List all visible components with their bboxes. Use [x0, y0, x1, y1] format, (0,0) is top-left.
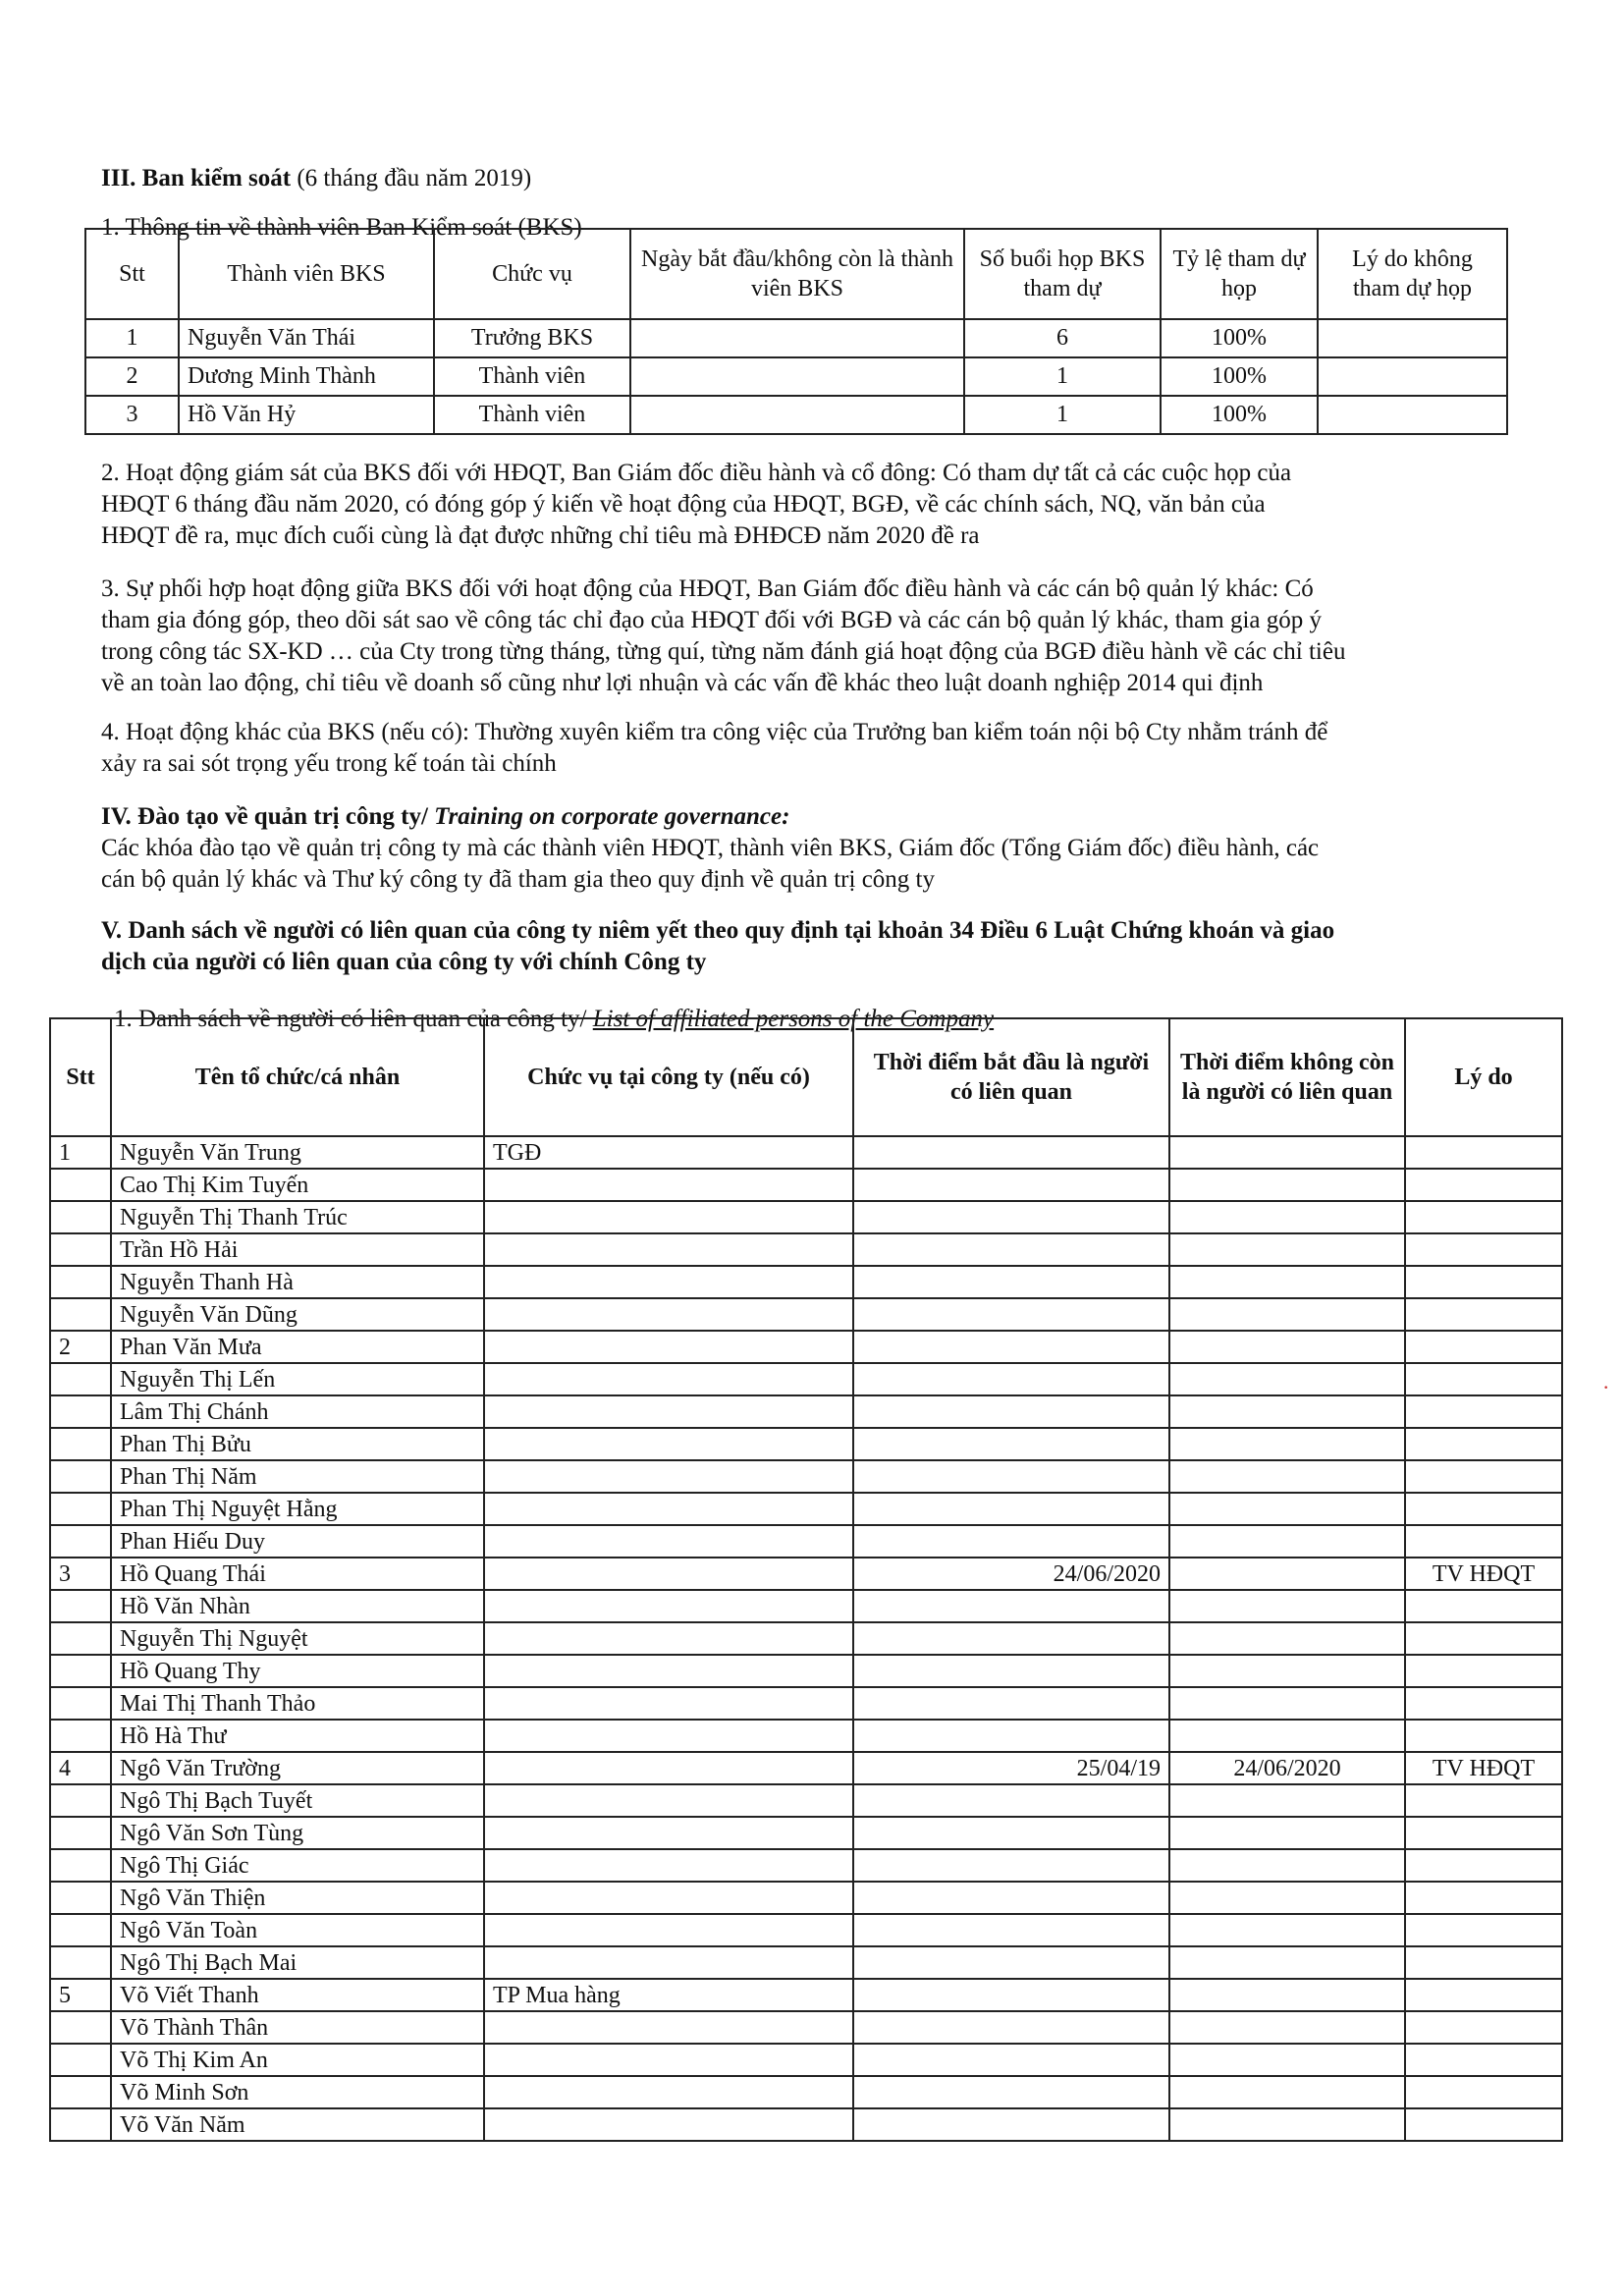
table-row — [50, 1493, 1562, 1525]
cell-end — [1169, 1460, 1405, 1493]
cell-end — [1169, 1558, 1405, 1590]
table-row — [50, 2011, 1562, 2044]
cell-name: Phan Văn Mưa — [111, 1331, 484, 1363]
cell-reason — [1405, 2108, 1562, 2141]
table-row — [50, 1201, 1562, 1233]
cell-stt — [50, 2044, 111, 2076]
cell-reason — [1405, 1525, 1562, 1558]
paragraph-2 — [101, 458, 1515, 552]
table-header-row — [85, 229, 1507, 319]
cell-start — [853, 1849, 1169, 1882]
cell-position — [484, 2044, 853, 2076]
cell-end — [1169, 1363, 1405, 1395]
cell-name: Nguyễn Thị Nguyệt — [111, 1622, 484, 1655]
heading-line: V. Danh sách về người có liên quan của công ty niêm yết theo quy định tại khoản 34 Điều 6 Luật Chứng khoán và giao — [101, 917, 1335, 944]
cell-start — [853, 1395, 1169, 1428]
col-header-start: Thời điểm bắt đầu là người có liên quan — [853, 1018, 1169, 1136]
table-row — [50, 1590, 1562, 1622]
cell-position — [484, 1849, 853, 1882]
cell-name: Hồ Văn Nhàn — [111, 1590, 484, 1622]
cell-reason — [1405, 1914, 1562, 1946]
cell-reason — [1405, 1622, 1562, 1655]
table-row — [50, 1752, 1562, 1784]
cell-stt: 2 — [85, 357, 179, 396]
cell-rate: 100% — [1161, 357, 1318, 396]
paragraph-line: Các khóa đào tạo về quản trị công ty mà các thành viên HĐQT, thành viên BKS, Giám đốc (Tổng Giám đốc) điều hành, các — [101, 835, 1320, 861]
cell-stt — [50, 1687, 111, 1720]
cell-reason — [1405, 1136, 1562, 1169]
cell-position — [484, 1331, 853, 1363]
col-header-name: Tên tổ chức/cá nhân — [111, 1018, 484, 1136]
cell-end — [1169, 1720, 1405, 1752]
heading-line: dịch của người có liên quan của công ty với chính Công ty — [101, 949, 707, 975]
cell-name: Nguyễn Thị Thanh Trúc — [111, 1201, 484, 1233]
cell-start — [853, 1720, 1169, 1752]
section-3-heading-bold: III. Ban kiểm soát — [101, 165, 292, 191]
cell-name: Nguyễn Thị Lến — [111, 1363, 484, 1395]
cell-start — [853, 2108, 1169, 2141]
table-row — [50, 1233, 1562, 1266]
cell-name: Lâm Thị Chánh — [111, 1395, 484, 1428]
cell-start — [853, 2011, 1169, 2044]
cell-reason — [1405, 1687, 1562, 1720]
cell-stt — [50, 1169, 111, 1201]
cell-position — [484, 1363, 853, 1395]
paragraph-line: cán bộ quản lý khác và Thư ký công ty đã tham gia theo quy định về quản trị công ty — [101, 866, 935, 893]
cell-start — [853, 1428, 1169, 1460]
cell-start — [853, 1363, 1169, 1395]
cell-stt — [50, 1817, 111, 1849]
table-row — [50, 1428, 1562, 1460]
cell-name: Hồ Văn Hỷ — [179, 396, 434, 434]
cell-name: Võ Thị Kim An — [111, 2044, 484, 2076]
cell-start — [853, 1914, 1169, 1946]
cell-end — [1169, 2044, 1405, 2076]
cell-stt — [50, 1395, 111, 1428]
cell-position — [484, 1201, 853, 1233]
cell-reason — [1405, 1233, 1562, 1266]
paragraph-3 — [101, 574, 1515, 699]
cell-reason: TV HĐQT — [1405, 1752, 1562, 1784]
cell-start — [853, 1882, 1169, 1914]
table-row — [50, 2044, 1562, 2076]
cell-reason — [1405, 1298, 1562, 1331]
cell-start — [853, 1817, 1169, 1849]
table-row — [85, 396, 1507, 434]
section-4-heading-italic: Training on corporate governance: — [434, 803, 790, 830]
cell-end — [1169, 1201, 1405, 1233]
cell-position — [484, 1169, 853, 1201]
table-row — [50, 1817, 1562, 1849]
table-row — [50, 1979, 1562, 2011]
col-header-reason: Lý do không tham dự họp — [1318, 229, 1507, 319]
col-header-end: Thời điểm không còn là người có liên quan — [1169, 1018, 1405, 1136]
cell-stt: 2 — [50, 1331, 111, 1363]
cell-stt — [50, 1655, 111, 1687]
cell-end — [1169, 1233, 1405, 1266]
section-4-heading — [101, 801, 789, 833]
cell-end — [1169, 1622, 1405, 1655]
cell-reason — [1405, 1395, 1562, 1428]
cell-role: Trưởng BKS — [434, 319, 630, 357]
cell-stt — [50, 2076, 111, 2108]
cell-position — [484, 1266, 853, 1298]
cell-position — [484, 1558, 853, 1590]
cell-end — [1169, 2011, 1405, 2044]
cell-name: Nguyễn Văn Thái — [179, 319, 434, 357]
cell-name: Mai Thị Thanh Thảo — [111, 1687, 484, 1720]
cell-rate: 100% — [1161, 319, 1318, 357]
table-row — [50, 1946, 1562, 1979]
cell-reason — [1405, 1493, 1562, 1525]
cell-stt — [50, 1849, 111, 1882]
table-row — [85, 319, 1507, 357]
cell-stt: 3 — [85, 396, 179, 434]
section-5-heading — [101, 915, 1515, 978]
table-row — [50, 1395, 1562, 1428]
cell-position — [484, 1720, 853, 1752]
cell-position: TP Mua hàng — [484, 1979, 853, 2011]
cell-name: Ngô Văn Toàn — [111, 1914, 484, 1946]
paragraph-line: về an toàn lao động, chỉ tiêu về doanh số cũng như lợi nhuận và các vấn đề khác theo luật doanh nghiệp 2014 qui định — [101, 670, 1264, 696]
cell-position — [484, 1590, 853, 1622]
cell-position — [484, 1428, 853, 1460]
cell-position — [484, 1882, 853, 1914]
cell-stt: 3 — [50, 1558, 111, 1590]
cell-start — [853, 2076, 1169, 2108]
cell-start — [853, 1525, 1169, 1558]
margin-mark: · — [1602, 1375, 1610, 1399]
col-header-rate: Tỷ lệ tham dự họp — [1161, 229, 1318, 319]
cell-name: Phan Hiếu Duy — [111, 1525, 484, 1558]
table-row — [50, 1914, 1562, 1946]
cell-name: Ngô Văn Trường — [111, 1752, 484, 1784]
cell-reason — [1405, 1946, 1562, 1979]
cell-position — [484, 1233, 853, 1266]
cell-date — [630, 357, 964, 396]
affiliated-persons-body — [50, 1136, 1562, 2141]
bks-members-table — [84, 228, 1508, 435]
table-row — [50, 1849, 1562, 1882]
table-row — [50, 1169, 1562, 1201]
cell-start: 25/04/19 — [853, 1752, 1169, 1784]
cell-position — [484, 1817, 853, 1849]
cell-end — [1169, 1493, 1405, 1525]
cell-position — [484, 1655, 853, 1687]
cell-end — [1169, 1395, 1405, 1428]
cell-role: Thành viên — [434, 396, 630, 434]
cell-end — [1169, 1687, 1405, 1720]
cell-position — [484, 1525, 853, 1558]
cell-position — [484, 2076, 853, 2108]
cell-start — [853, 1233, 1169, 1266]
cell-end — [1169, 1849, 1405, 1882]
col-header-stt: Stt — [50, 1018, 111, 1136]
table-row — [50, 1266, 1562, 1298]
table-row — [50, 1784, 1562, 1817]
cell-end — [1169, 1655, 1405, 1687]
col-header-position: Chức vụ tại công ty (nếu có) — [484, 1018, 853, 1136]
cell-reason — [1405, 2011, 1562, 2044]
cell-name: Hồ Quang Thái — [111, 1558, 484, 1590]
cell-name: Ngô Văn Thiện — [111, 1882, 484, 1914]
cell-stt — [50, 1590, 111, 1622]
cell-name: Hồ Quang Thy — [111, 1655, 484, 1687]
cell-position — [484, 1687, 853, 1720]
cell-date — [630, 396, 964, 434]
cell-stt — [50, 1882, 111, 1914]
cell-start — [853, 1590, 1169, 1622]
cell-name: Nguyễn Văn Dũng — [111, 1298, 484, 1331]
cell-position — [484, 1946, 853, 1979]
cell-position — [484, 2108, 853, 2141]
cell-stt: 5 — [50, 1979, 111, 2011]
cell-position — [484, 1395, 853, 1428]
cell-stt — [50, 1946, 111, 1979]
section-5-subheading-plain: 1. Danh sách về người có liên quan của công ty/ — [114, 1006, 593, 1032]
table-row — [50, 1558, 1562, 1590]
cell-name: Cao Thị Kim Tuyến — [111, 1169, 484, 1201]
cell-start: 24/06/2020 — [853, 1558, 1169, 1590]
cell-position — [484, 1752, 853, 1784]
table-row — [50, 1331, 1562, 1363]
cell-end — [1169, 1590, 1405, 1622]
cell-reason — [1405, 1979, 1562, 2011]
cell-stt — [50, 1914, 111, 1946]
cell-start — [853, 1979, 1169, 2011]
cell-name: Hồ Hà Thư — [111, 1720, 484, 1752]
section-4-paragraph — [101, 833, 1515, 896]
cell-name: Ngô Thị Giác — [111, 1849, 484, 1882]
cell-stt — [50, 1493, 111, 1525]
cell-end — [1169, 1331, 1405, 1363]
table-row — [50, 1720, 1562, 1752]
paragraph-line: xảy ra sai sót trọng yếu trong kế toán tài chính — [101, 750, 557, 777]
cell-stt — [50, 2108, 111, 2141]
cell-reason — [1405, 1817, 1562, 1849]
cell-start — [853, 1201, 1169, 1233]
paragraph-line: 4. Hoạt động khác của BKS (nếu có): Thường xuyên kiểm tra công việc của Trưởng ban kiểm toán nội bộ Cty nhằm tránh để — [101, 719, 1328, 745]
cell-end — [1169, 1882, 1405, 1914]
cell-rate: 100% — [1161, 396, 1318, 434]
cell-reason — [1405, 1882, 1562, 1914]
cell-name: Võ Viết Thanh — [111, 1979, 484, 2011]
cell-stt — [50, 1784, 111, 1817]
cell-start — [853, 1169, 1169, 1201]
table-row — [50, 1525, 1562, 1558]
cell-meetings: 1 — [964, 357, 1161, 396]
cell-reason — [1318, 396, 1507, 434]
cell-end — [1169, 1266, 1405, 1298]
cell-date — [630, 319, 964, 357]
table-row — [50, 1298, 1562, 1331]
cell-end — [1169, 1784, 1405, 1817]
cell-stt — [50, 1233, 111, 1266]
cell-stt: 4 — [50, 1752, 111, 1784]
paragraph-line: HĐQT 6 tháng đầu năm 2020, có đóng góp ý kiến về hoạt động của HĐQT, BGĐ, về các chính sách, NQ, văn bản của — [101, 491, 1266, 518]
table-row — [50, 1882, 1562, 1914]
cell-stt — [50, 2011, 111, 2044]
table-row — [50, 1687, 1562, 1720]
section-3-subheading: 1. Thông tin về thành viên Ban Kiểm soát (BKS) — [101, 214, 582, 241]
cell-position — [484, 1784, 853, 1817]
cell-stt — [50, 1266, 111, 1298]
cell-end — [1169, 1817, 1405, 1849]
section-3-heading — [101, 163, 531, 194]
cell-reason — [1405, 1849, 1562, 1882]
cell-name: Phan Thị Bửu — [111, 1428, 484, 1460]
cell-start — [853, 1946, 1169, 1979]
cell-stt: 1 — [50, 1136, 111, 1169]
cell-stt — [50, 1428, 111, 1460]
table-row — [50, 1655, 1562, 1687]
cell-name: Phan Thị Nguyệt Hằng — [111, 1493, 484, 1525]
cell-end — [1169, 1136, 1405, 1169]
cell-reason — [1405, 1201, 1562, 1233]
paragraph-line: 2. Hoạt động giám sát của BKS đối với HĐQT, Ban Giám đốc điều hành và cổ đông: Có tham dự tất cả các cuộc họp của — [101, 460, 1292, 486]
table-row — [50, 1622, 1562, 1655]
col-header-meetings: Số buổi họp BKS tham dự — [964, 229, 1161, 319]
cell-start — [853, 1266, 1169, 1298]
cell-reason — [1405, 1331, 1562, 1363]
table-row — [50, 1136, 1562, 1169]
table-row — [85, 357, 1507, 396]
col-header-reason: Lý do — [1405, 1018, 1562, 1136]
cell-reason — [1405, 2044, 1562, 2076]
cell-stt — [50, 1720, 111, 1752]
paragraph-line: HĐQT đề ra, mục đích cuối cùng là đạt được những chỉ tiêu mà ĐHĐCĐ năm 2020 đề ra — [101, 522, 980, 549]
cell-reason: TV HĐQT — [1405, 1558, 1562, 1590]
cell-position — [484, 1622, 853, 1655]
cell-stt: 1 — [85, 319, 179, 357]
cell-name: Ngô Thị Bạch Tuyết — [111, 1784, 484, 1817]
cell-end — [1169, 2108, 1405, 2141]
cell-start — [853, 1493, 1169, 1525]
paragraph-4 — [101, 717, 1515, 780]
cell-reason — [1405, 1720, 1562, 1752]
cell-stt — [50, 1460, 111, 1493]
cell-name: Nguyễn Văn Trung — [111, 1136, 484, 1169]
cell-stt — [50, 1525, 111, 1558]
cell-reason — [1405, 1169, 1562, 1201]
cell-name: Võ Văn Năm — [111, 2108, 484, 2141]
cell-start — [853, 1655, 1169, 1687]
cell-start — [853, 2044, 1169, 2076]
cell-name: Võ Thành Thân — [111, 2011, 484, 2044]
cell-reason — [1405, 1784, 1562, 1817]
cell-name: Phan Thị Năm — [111, 1460, 484, 1493]
cell-meetings: 6 — [964, 319, 1161, 357]
cell-meetings: 1 — [964, 396, 1161, 434]
cell-end — [1169, 1525, 1405, 1558]
cell-name: Nguyễn Thanh Hà — [111, 1266, 484, 1298]
cell-start — [853, 1460, 1169, 1493]
cell-reason — [1405, 1428, 1562, 1460]
cell-start — [853, 1784, 1169, 1817]
table-row — [50, 1460, 1562, 1493]
cell-end — [1169, 1914, 1405, 1946]
cell-end — [1169, 1428, 1405, 1460]
affiliated-persons-table — [49, 1017, 1563, 2142]
cell-stt — [50, 1298, 111, 1331]
cell-reason — [1318, 319, 1507, 357]
cell-start — [853, 1298, 1169, 1331]
table-row — [50, 2108, 1562, 2141]
cell-stt — [50, 1201, 111, 1233]
cell-reason — [1405, 1590, 1562, 1622]
cell-end — [1169, 1298, 1405, 1331]
table-header-row — [50, 1018, 1562, 1136]
col-header-date: Ngày bắt đầu/không còn là thành viên BKS — [630, 229, 964, 319]
paragraph-line: tham gia đóng góp, theo dõi sát sao về công tác chỉ đạo của HĐQT đối với BGĐ và các cán bộ quản lý khác, tham gia góp ý — [101, 607, 1322, 633]
cell-start — [853, 1622, 1169, 1655]
cell-start — [853, 1687, 1169, 1720]
section-3-heading-rest: (6 tháng đầu năm 2019) — [291, 165, 532, 191]
cell-position — [484, 1460, 853, 1493]
cell-end — [1169, 1946, 1405, 1979]
cell-reason — [1405, 1363, 1562, 1395]
cell-position — [484, 1493, 853, 1525]
cell-position: TGĐ — [484, 1136, 853, 1169]
cell-end — [1169, 1169, 1405, 1201]
cell-start — [853, 1331, 1169, 1363]
paragraph-line: 3. Sự phối hợp hoạt động giữa BKS đối với hoạt động của HĐQT, Ban Giám đốc điều hành và các cán bộ quản lý khác: Có — [101, 575, 1314, 602]
paragraph-line: trong công tác SX-KD … của Cty trong từng tháng, từng quí, từng năm đánh giá hoạt động của BGĐ điều hành về các chỉ tiêu — [101, 638, 1346, 665]
cell-start — [853, 1136, 1169, 1169]
cell-stt — [50, 1363, 111, 1395]
cell-reason — [1405, 2076, 1562, 2108]
cell-position — [484, 2011, 853, 2044]
cell-position — [484, 1298, 853, 1331]
col-header-role: Chức vụ — [434, 229, 630, 319]
cell-position — [484, 1914, 853, 1946]
cell-reason — [1405, 1655, 1562, 1687]
cell-reason — [1405, 1266, 1562, 1298]
section-4-heading-bold: IV. Đào tạo về quản trị công ty/ — [101, 803, 435, 830]
cell-name: Trần Hồ Hải — [111, 1233, 484, 1266]
cell-stt — [50, 1622, 111, 1655]
cell-reason — [1318, 357, 1507, 396]
cell-end — [1169, 1979, 1405, 2011]
table-row — [50, 2076, 1562, 2108]
col-header-member: Thành viên BKS — [179, 229, 434, 319]
cell-role: Thành viên — [434, 357, 630, 396]
table-row — [50, 1363, 1562, 1395]
cell-end — [1169, 2076, 1405, 2108]
section-5-subheading-italic: List of affiliated persons of the Company — [592, 1006, 995, 1032]
cell-name: Dương Minh Thành — [179, 357, 434, 396]
cell-name: Ngô Văn Sơn Tùng — [111, 1817, 484, 1849]
cell-name: Võ Minh Sơn — [111, 2076, 484, 2108]
col-header-stt: Stt — [85, 229, 179, 319]
cell-name: Ngô Thị Bạch Mai — [111, 1946, 484, 1979]
cell-reason — [1405, 1460, 1562, 1493]
cell-end: 24/06/2020 — [1169, 1752, 1405, 1784]
